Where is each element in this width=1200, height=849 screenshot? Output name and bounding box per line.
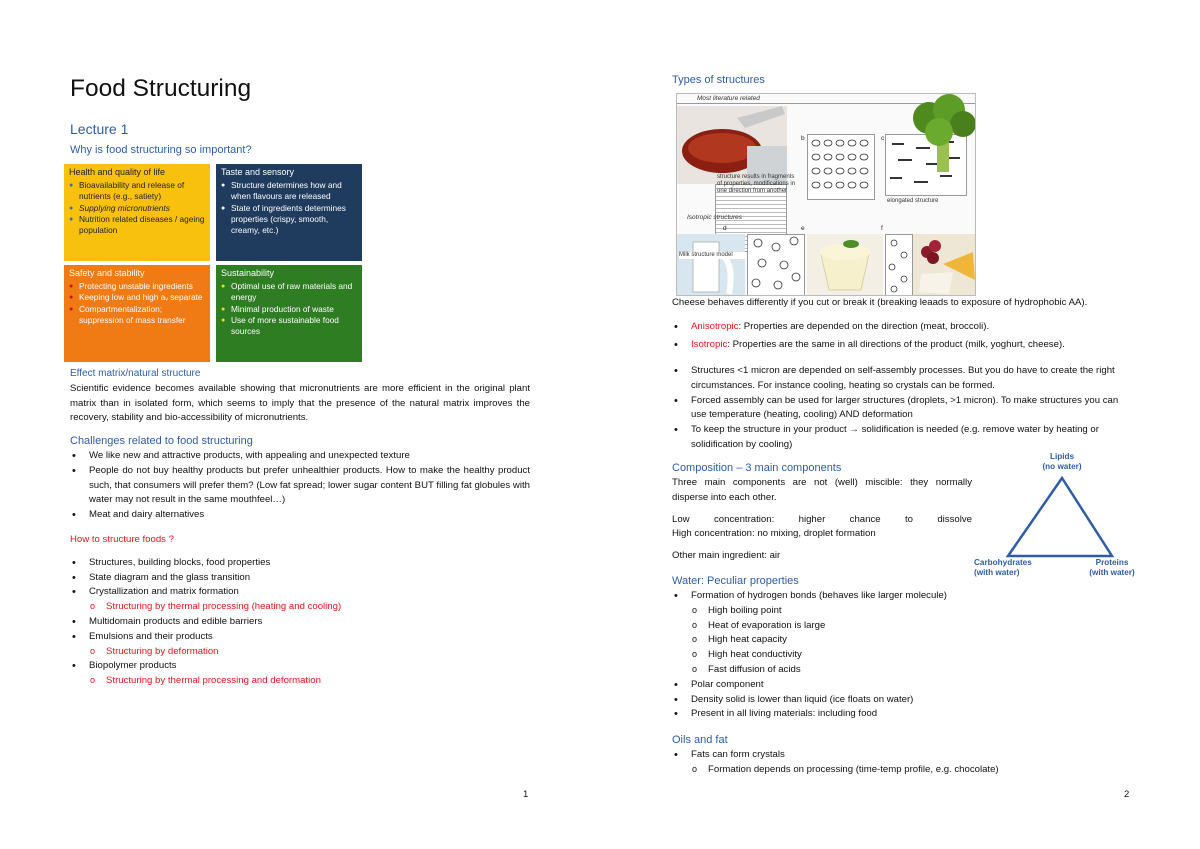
carbohydrates-label: Carbohydrates (with water) <box>974 558 1032 577</box>
proteins-label: Proteins (with water) <box>1089 558 1135 577</box>
sustainability-item: ● Optimal use of raw materials and energy <box>221 281 357 303</box>
how-item: • Biopolymer products <box>70 659 530 674</box>
milk-image <box>677 234 745 296</box>
sustainability-item: ● Use of more sustainable food sources <box>221 315 357 337</box>
how-section <box>70 533 530 689</box>
how-subitem: o Structuring by deformation <box>70 645 530 660</box>
component-triangle <box>974 452 1148 584</box>
document-title: Food Structuring <box>70 75 252 102</box>
water-item: • Present in all living materials: including food <box>672 707 1134 722</box>
structures-figure <box>676 93 976 296</box>
effect-section <box>70 367 530 426</box>
taste-box-title: Taste and sensory <box>221 167 295 177</box>
types-heading: Types of structures <box>672 74 765 86</box>
water-subitem: o High heat conductivity <box>672 648 1134 663</box>
milk-structure <box>747 234 805 296</box>
health-item: ● Nutrition related diseases / ageing population <box>69 214 205 236</box>
struct-section <box>672 364 1134 453</box>
safety-box-title: Safety and stability <box>69 268 145 278</box>
iso-text: : Properties are the same in all directions of the product (milk, yoghurt, cheese). <box>727 338 1065 350</box>
page-number: 1 <box>523 789 529 800</box>
yoghurt-image <box>807 234 883 296</box>
figure-caption-left: structure results in fragments of properties, modifications in one direction from another <box>717 174 796 194</box>
water-subitem: o Heat of evaporation is large <box>672 619 1134 634</box>
milk-pattern <box>748 235 804 295</box>
safety-box <box>64 265 210 362</box>
figure-header: Most literature related <box>677 94 976 104</box>
spacer <box>672 506 972 513</box>
challenges-heading: Challenges related to food structuring <box>70 435 253 447</box>
water-subitem: o Fast diffusion of acids <box>672 663 1134 678</box>
label-b: b <box>801 135 805 142</box>
oils-item: • Fats can form crystals <box>672 748 1134 763</box>
triangle-top-label <box>1030 452 1094 472</box>
water-heading: Water: Peculiar properties <box>672 575 799 587</box>
yoghurt-pattern <box>886 235 912 295</box>
label-d: d <box>723 225 727 232</box>
how-item: • Emulsions and their products <box>70 630 530 645</box>
challenges-section <box>70 434 530 523</box>
label-f: f <box>881 225 883 232</box>
effect-heading: Effect matrix/natural structure <box>70 368 201 379</box>
page-number: 2 <box>1124 789 1130 800</box>
how-heading: How to structure foods ? <box>70 534 174 545</box>
iso-term: Isotropic <box>691 338 728 350</box>
water-item: • Formation of hydrogen bonds (behaves like larger molecule) <box>672 589 1134 604</box>
other-ingredient: Other main ingredient: air <box>672 550 781 562</box>
water-item: • Density solid is lower than liquid (ice floats on water) <box>672 693 1134 708</box>
safety-item: ● Keeping low and high aᵥ separate <box>69 292 205 303</box>
struct-item: • To keep the structure in your product → solidification is needed (e.g. remove water by heating or solidification by cooling) <box>672 423 1134 453</box>
milk-caption: Milk structure model <box>679 252 745 259</box>
health-box <box>64 164 210 261</box>
composition-section <box>672 461 972 564</box>
page-2 <box>600 0 1200 849</box>
taste-box <box>216 164 362 261</box>
cheese-section <box>672 296 1134 311</box>
taste-item: ● State of ingredients determines properties (crispy, smooth, creamy, etc.) <box>221 203 357 237</box>
aniso-text: : Properties are depended on the direction (meat, broccoli). <box>738 321 990 332</box>
steak-image <box>677 106 787 184</box>
oils-section <box>672 733 1134 778</box>
taste-item: ● Structure determines how and when flavours are released <box>221 180 357 202</box>
spacer <box>672 542 972 549</box>
water-subitem: o High heat capacity <box>672 633 1134 648</box>
yoghurt-structure <box>885 234 913 296</box>
lipids-label: Lipids (no water) <box>1042 452 1082 471</box>
sustainability-box-title: Sustainability <box>221 268 275 278</box>
high-concentration: High concentration: no mixing, droplet formation <box>672 528 876 540</box>
aniso-item <box>672 320 1134 335</box>
effect-text: Scientific evidence becomes available showing that micronutrients are more efficient in the original plant matrix than in isolated form, which seems to imply that the presence of the natural matrix improves the recovery, stability and bio-accessibility of micronutrients. <box>70 382 530 424</box>
how-item: • Multidomain products and edible barriers <box>70 615 530 630</box>
types-heading-wrap <box>672 73 1134 88</box>
challenge-item: • Meat and dairy alternatives <box>70 508 530 523</box>
label-e: e <box>801 225 805 232</box>
challenge-item: • People do not buy healthy products but prefer unhealthier products. How to make the healthy product such, that consumers will prefer them? (Low fat spread; lower sugar content BUT filling fat globules with water may not result in the same mouthfeel…) <box>70 464 530 508</box>
lecture-heading: Lecture 1 <box>70 121 129 137</box>
cheese-image <box>913 234 976 296</box>
aligned-pattern <box>808 135 874 199</box>
how-subitem: o Structuring by thermal processing (heating and cooling) <box>70 600 530 615</box>
broccoli-image <box>909 94 976 174</box>
health-item: ● Bioavailability and release of nutrients (e.g., satiety) <box>69 180 205 202</box>
why-heading: Why is food structuring so important? <box>70 144 252 156</box>
cheese-text: Cheese behaves differently if you cut or break it (breaking leaads to exposure of hydrophobic AA). <box>672 297 1088 308</box>
oils-subitem: o Formation depends on processing (time-temp profile, e.g. chocolate) <box>672 763 1134 778</box>
how-item: • State diagram and the glass transition <box>70 571 530 586</box>
safety-item: ● Compartmentalization; suppression of mass transfer <box>69 304 205 326</box>
iso-section <box>672 320 1134 353</box>
sustainability-box <box>216 265 362 362</box>
label-c: c <box>881 135 885 142</box>
struct-item: • Structures <1 micron are depended on self-assembly processes. But you do have to create the right circumstances. For instance cooling, heating so crystals can be formed. <box>672 364 1134 394</box>
health-item: ● Supplying micronutrients <box>69 203 205 214</box>
water-section <box>672 574 1134 722</box>
figure-section2: Isotropic structures <box>687 214 742 221</box>
how-item: • Crystallization and matrix formation <box>70 585 530 600</box>
aligned-structure <box>807 134 875 200</box>
health-box-title: Health and quality of life <box>69 167 166 177</box>
iso-item <box>672 338 1134 353</box>
sustainability-item: ● Minimal production of waste <box>221 304 357 315</box>
figure-caption-right: elongated structure <box>887 198 939 204</box>
composition-text: Three main components are not (well) miscible: they normally disperse into each other. <box>672 477 972 503</box>
aniso-term: Anisotropic <box>691 321 739 332</box>
safety-item: ● Protecting unstable ingredients <box>69 281 205 292</box>
challenge-item: • We like new and attractive products, with appealing and unexpected texture <box>70 449 530 464</box>
how-item: • Structures, building blocks, food properties <box>70 556 530 571</box>
oils-heading: Oils and fat <box>672 734 728 746</box>
struct-item: • Forced assembly can be used for larger structures (droplets, >1 micron). To make structures you can use temperature (heating, cooling) AND deformation <box>672 394 1134 424</box>
composition-heading: Composition – 3 main components <box>672 462 842 474</box>
water-subitem: o High boiling point <box>672 604 1134 619</box>
low-concentration: Low concentration: higher chance to dissolve <box>672 513 972 525</box>
how-subitem: o Structuring by thermal processing and deformation <box>70 674 530 689</box>
water-item: • Polar component <box>672 678 1134 693</box>
